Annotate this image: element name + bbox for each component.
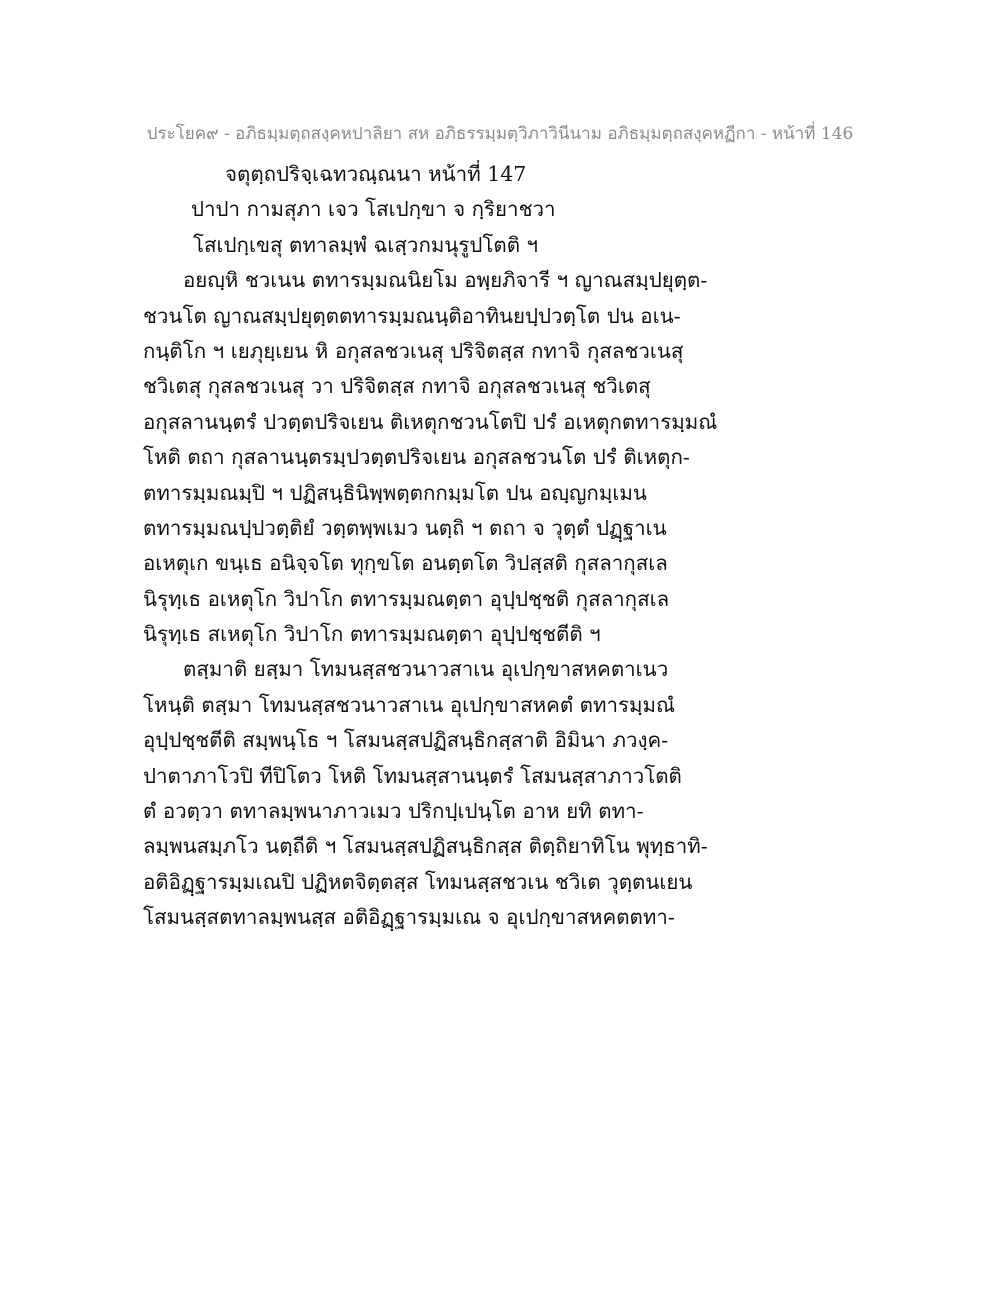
running-header: ประโยค๙ - อภิธมฺมตฺถสงฺคหปาลิยา สห อภิธรรมฺมตฺวิภาวินีนาม อภิธมฺมตฺถสงฺคหฏีกา - หน้าที่ 146 xyxy=(146,124,854,144)
paragraph-line: อยญฺหิ ชวเนน ตทารมฺมณนิยโม อพฺยภิจารี ฯ ญาณสมฺปยุตฺต- xyxy=(183,268,708,293)
paragraph-line: โสมนสฺสตทาลมฺพนสฺส อติอิฏฺฐารมฺมเณ จ อุเปกฺขาสหคตตทา- xyxy=(143,905,675,930)
paragraph-line: ตํ อวตฺวา ตทาลมฺพนาภาวเมว ปริกปฺเปนฺโต อาห ยทิ ตทา- xyxy=(143,799,644,824)
body-text xyxy=(143,157,863,936)
paragraph-line: โหติ ตถา กุสลานนฺตรมฺปวตฺตปริจเยน อกุสลชวนโต ปรํ ติเหตุก- xyxy=(143,445,690,470)
paragraph-line: ตสฺมาติ ยสฺมา โทมนสฺสชวนาวสาเน อุเปกฺขาสหคตาเนว xyxy=(183,657,669,682)
paragraph-line: นิรุทฺเธ สเหตุโก วิปาโก ตทารมฺมณตฺตา อุปฺปชฺชตีติ ฯ xyxy=(143,622,601,647)
paragraph-line: ปาตาภาโวปิ ทีปิโตว โหติ โทมนสฺสานนฺตรํ โสมนสฺสาภาวโตติ xyxy=(143,763,682,788)
section-title: จตุตฺถปริจฺเฉทวณฺณนา หน้าที่ 147 xyxy=(225,162,527,186)
paragraph-line: อุปฺปชฺชตีติ สมฺพนฺโธ ฯ โสมนสฺสปฏิสนฺธิกสฺสาติ อิมินา ภวงฺค- xyxy=(143,728,669,753)
verse-line: โสเปกฺเขสุ ตทาลมฺพํ ฉเสฺวกมนุรูปโตติ ฯ xyxy=(193,232,539,257)
paragraph-line: อเหตุเก ขนฺเธ อนิจฺจโต ทุกฺขโต อนตฺตโต วิปสฺสติ กุสลากุสเล xyxy=(143,551,668,576)
paragraph-line: ลมฺพนสมฺภโว นตฺถีติ ฯ โสมนสฺสปฏิสนฺธิกสฺส ติตฺถิยาทิโน พุทฺธาทิ- xyxy=(143,834,708,859)
paragraph-line: โหนฺติ ตสฺมา โทมนสฺสชวนาวสาเน อุเปกฺขาสหคตํ ตทารมฺมณํ xyxy=(143,692,676,717)
paragraph-line: กนฺติโก ฯ เยภุยฺเยน หิ อกุสลชวเนสุ ปริจิตสฺส กทาจิ กุสลชวเนสุ xyxy=(143,338,684,363)
paragraph-line: ตทารมฺมณปฺปวตฺติยํ วตฺตพฺพเมว นตฺถิ ฯ ตถา จ วุตฺตํ ปฏฺฐาเน xyxy=(143,515,667,540)
verse-line: ปาปา กามสุภา เจว โสเปกฺขา จ กฺริยาชวา xyxy=(191,197,556,222)
paragraph-line: ตทารมฺมณมฺปิ ฯ ปฏิสนฺธินิพฺพตฺตกกมฺมโต ปน อญฺญกมฺเมน xyxy=(143,480,647,505)
paragraph-line: ชวนโต ญาณสมฺปยุตฺตตทารมฺมณนฺติอาทินยปฺปวตฺโต ปน อเน- xyxy=(143,303,681,328)
paragraph-line: อติอิฏฺฐารมฺมเณปิ ปฏิหตจิตฺตสฺส โทมนสฺสชวเน ชวิเต วุตฺตนเยน xyxy=(143,869,693,894)
paragraph-line: นิรุทฺเธ อเหตุโก วิปาโก ตทารมฺมณตฺตา อุปฺปชฺชติ กุสลากุสเล xyxy=(143,586,670,611)
paragraph-line: ชวิเตสุ กุสลชวเนสุ วา ปริจิตสฺส กทาจิ อกุสลชวเนสุ ชวิเตสุ xyxy=(143,374,651,399)
paragraph-line: อกุสลานนฺตรํ ปวตฺตปริจเยน ติเหตุกชวนโตปิ ปรํ อเหตุกตทารมฺมณํ xyxy=(143,409,718,434)
